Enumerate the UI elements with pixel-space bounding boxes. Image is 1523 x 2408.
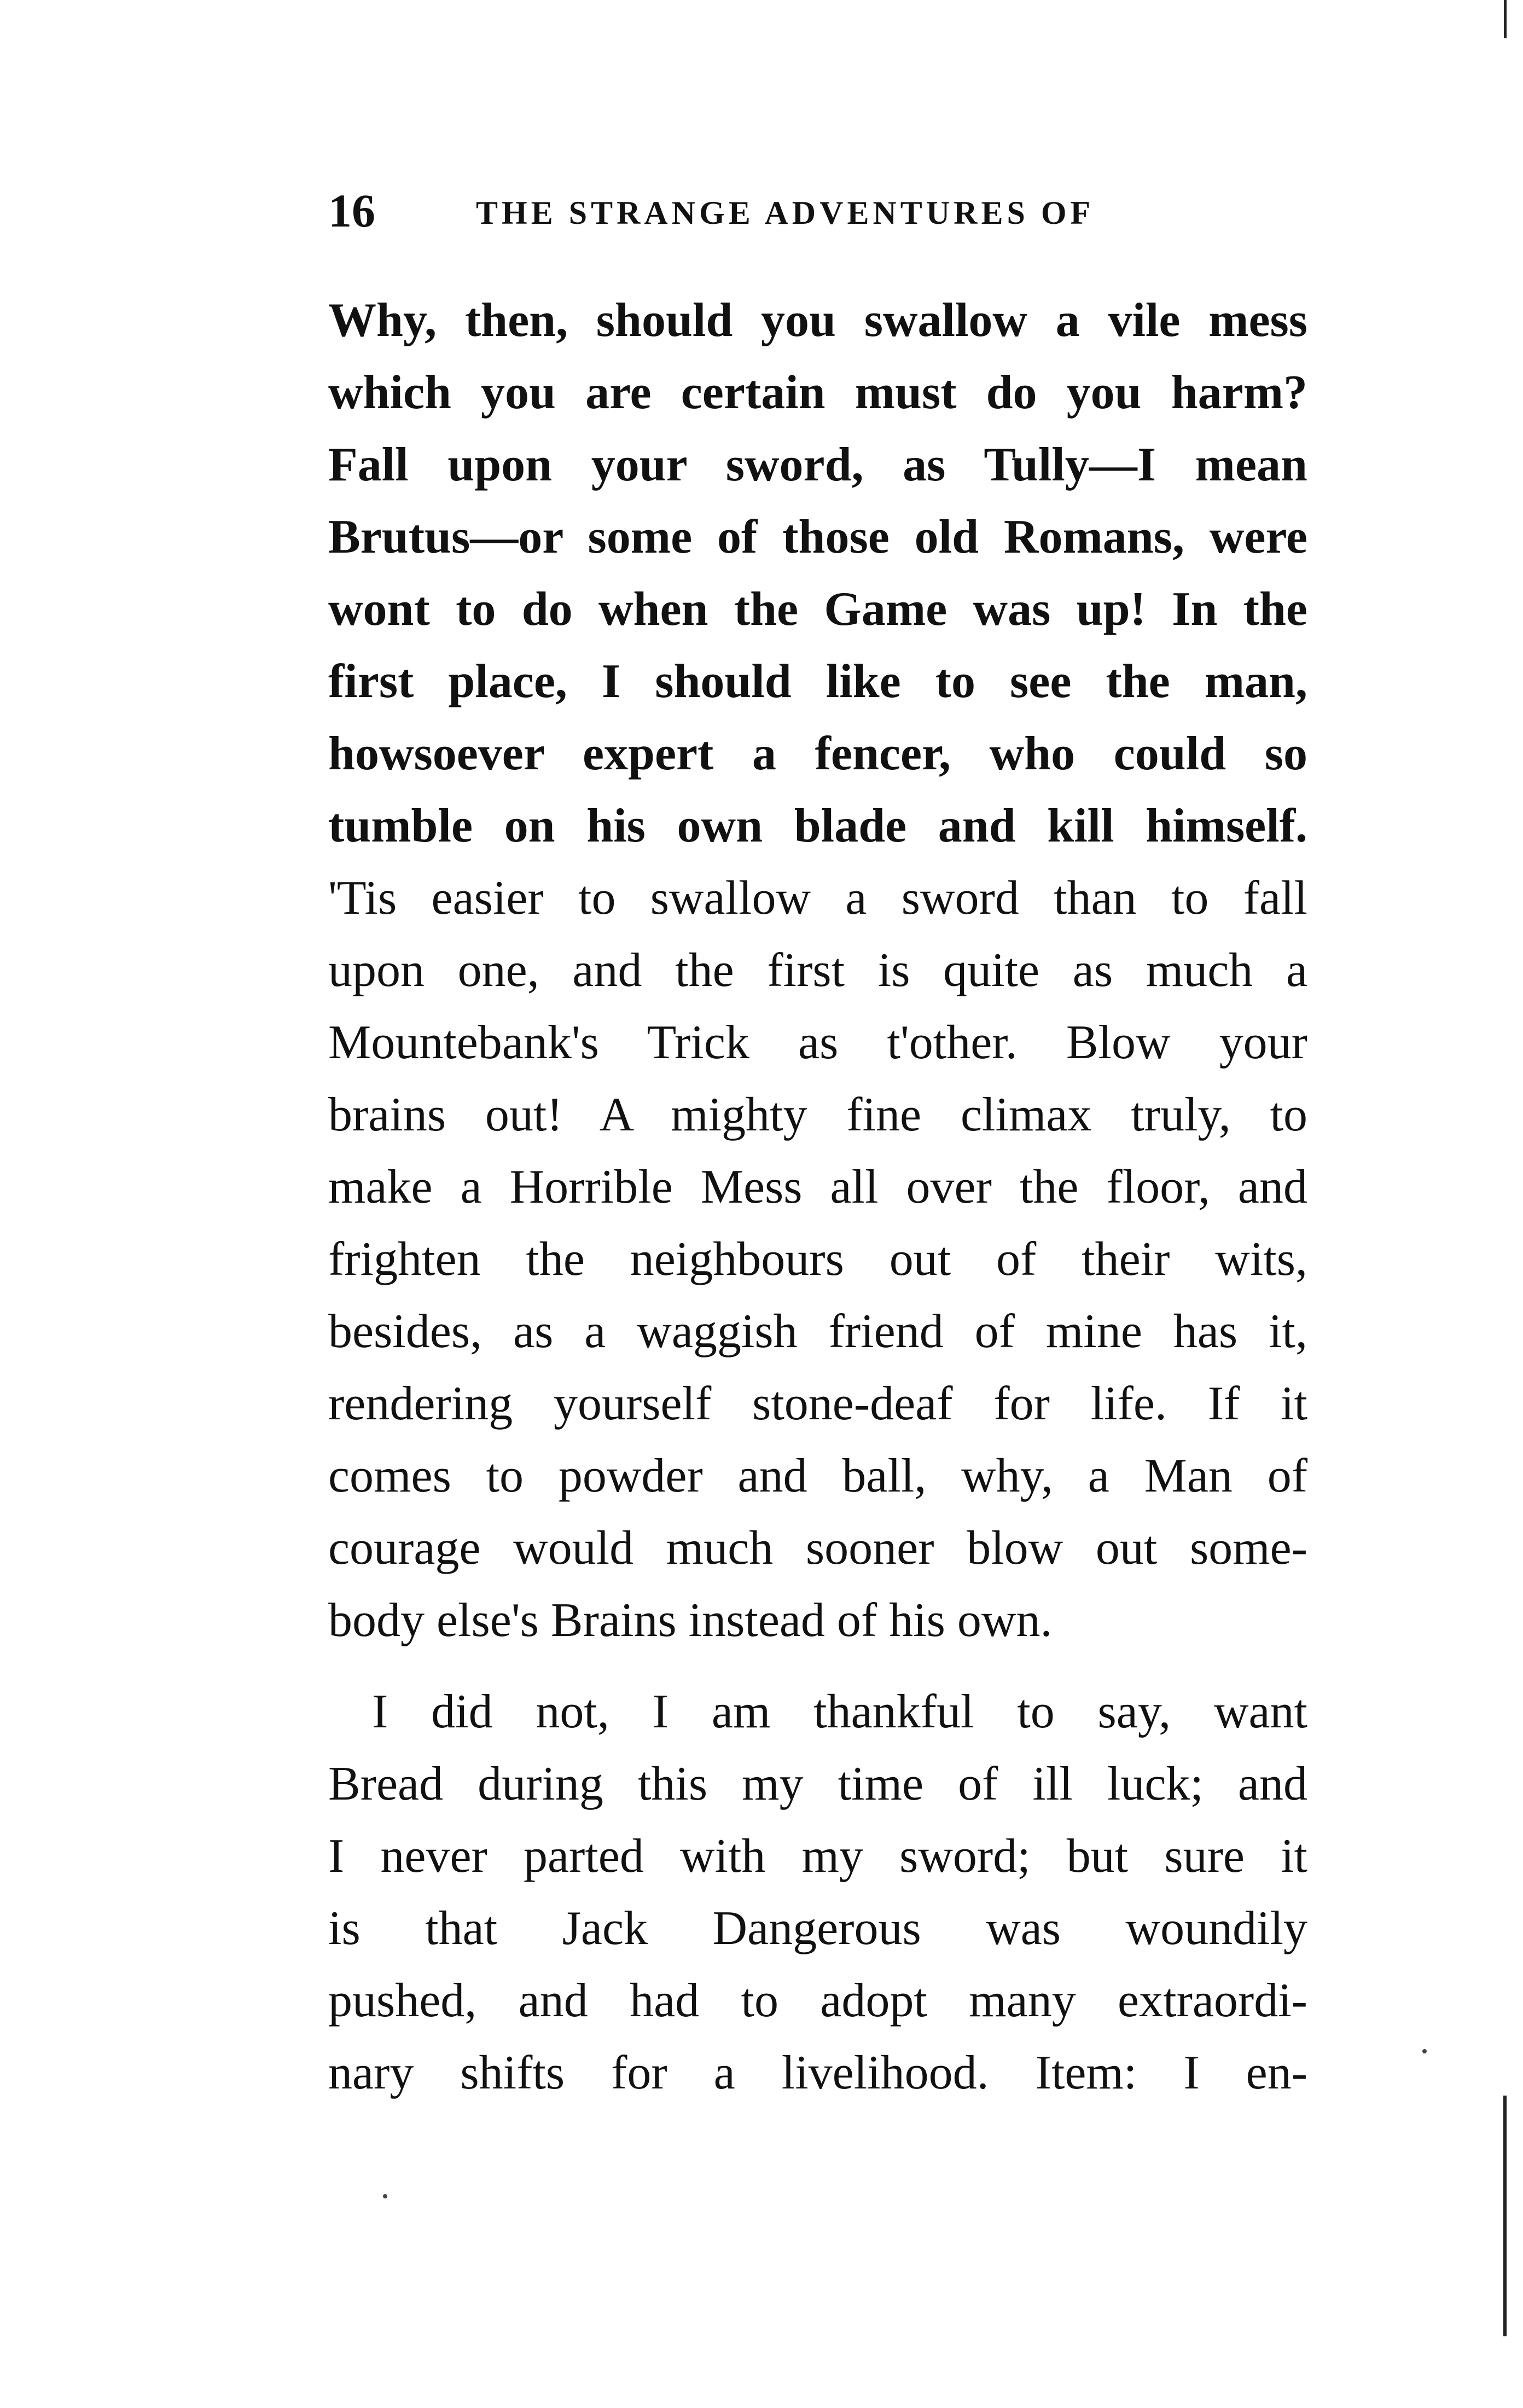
paragraph-1-continued: [328, 862, 1307, 1657]
text-line: courage would much sooner blow out some-: [328, 1522, 1307, 1575]
text-line: Fall upon your sword, as Tully—I mean: [328, 438, 1307, 491]
running-head: [328, 183, 1307, 243]
text-line: I did not, I am thankful to say, want: [372, 1685, 1307, 1738]
print-speck: [383, 2194, 387, 2198]
text-line: which you are certain must do you harm?: [328, 366, 1307, 419]
page-edge-mark-bottom: [1503, 2096, 1507, 2336]
paragraph-1: [328, 285, 1307, 862]
text-line: 'Tis easier to swallow a sword than to fall: [328, 872, 1307, 925]
text-line: comes to powder and ball, why, a Man of: [328, 1449, 1307, 1502]
body-text: [328, 285, 1307, 2109]
text-line: wont to do when the Game was up! In the: [328, 583, 1307, 636]
text-line: tumble on his own blade and kill himself.: [328, 799, 1307, 852]
text-line: Why, then, should you swallow a vile mess: [328, 294, 1307, 347]
text-line: body else's Brains instead of his own.: [328, 1594, 1053, 1647]
running-title: THE STRANGE ADVENTURES OF: [476, 195, 1095, 231]
text-line: first place, I should like to see the man,: [328, 655, 1307, 708]
text-line: Bread during this my time of ill luck; and: [328, 1757, 1307, 1811]
page-number: 16: [328, 184, 375, 237]
text-line: nary shifts for a livelihood. Item: I en-: [328, 2046, 1307, 2099]
text-line: make a Horrible Mess all over the floor, and: [328, 1161, 1307, 1214]
print-speck: [1422, 2049, 1427, 2053]
text-line: howsoever expert a fencer, who could so: [328, 727, 1307, 780]
page-edge-mark-top: [1504, 0, 1507, 38]
text-line: upon one, and the first is quite as much a: [328, 944, 1307, 997]
text-line: rendering yourself stone-deaf for life. If it: [328, 1377, 1307, 1430]
text-line: Mountebank's Trick as t'other. Blow your: [328, 1016, 1307, 1069]
text-line: Brutus—or some of those old Romans, were: [328, 510, 1307, 564]
text-line: pushed, and had to adopt many extraordi-: [328, 1974, 1307, 2027]
text-line: besides, as a waggish friend of mine has it,: [328, 1305, 1307, 1358]
paragraph-2: [328, 1676, 1307, 2109]
paragraph-gap: [328, 1657, 1307, 1676]
text-line: I never parted with my sword; but sure it: [328, 1830, 1307, 1883]
text-line: brains out! A mighty fine climax truly, to: [328, 1088, 1307, 1141]
text-line: is that Jack Dangerous was woundily: [328, 1902, 1307, 1955]
text-line: frighten the neighbours out of their wits,: [328, 1233, 1307, 1286]
